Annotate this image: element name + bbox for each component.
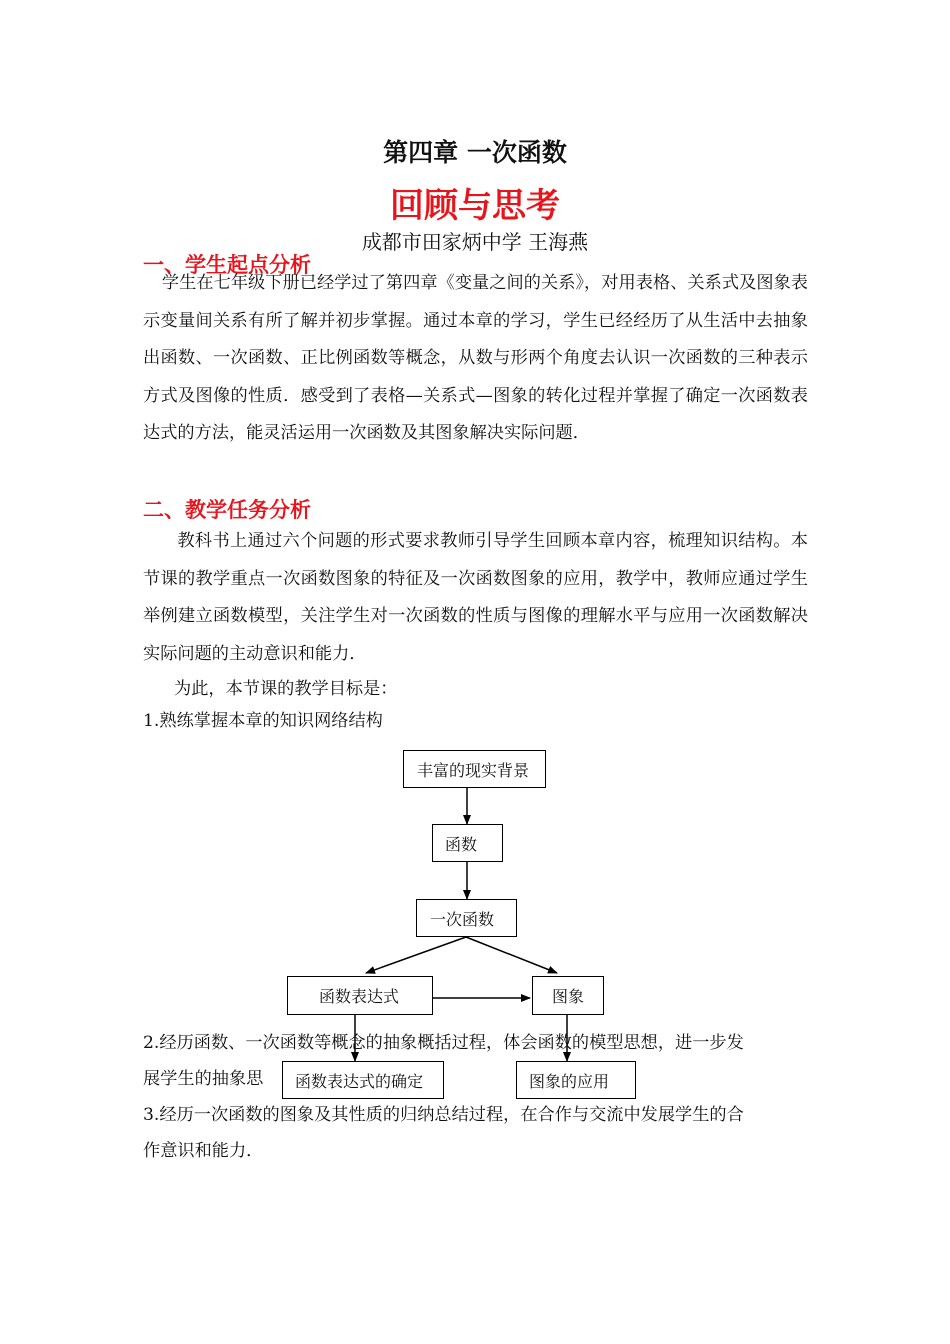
arrow-linear-to-expression	[366, 937, 466, 973]
goal-2-line-1: 2.经历函数、一次函数等概念的抽象概括过程，体会函数的模型思想，进一步发	[143, 1033, 744, 1053]
node-function: 函数	[432, 824, 503, 862]
section-heading-2: 二、教学任务分析	[143, 498, 311, 522]
goal-3-line-2: 作意识和能力．	[143, 1141, 264, 1161]
goals-intro: 为此，本节课的教学目标是：	[174, 679, 398, 699]
lesson-title: 回顾与思考	[390, 186, 560, 226]
goal-2-line-2: 展学生的抽象思	[143, 1069, 264, 1089]
node-graph-application: 图象的应用	[516, 1061, 636, 1099]
author-line: 成都市田家炳中学 王海燕	[361, 230, 589, 254]
node-real-background: 丰富的现实背景	[403, 750, 546, 788]
node-linear-function: 一次函数	[416, 899, 517, 937]
arrow-linear-to-graph	[466, 937, 557, 973]
node-expression-determination: 函数表达式的确定	[282, 1061, 444, 1099]
section-1-paragraph: 学生在七年级下册已经学过了第四章《变量之间的关系》，对用表格、关系式及图象表示变量间关系有所了解并初步掌握。通过本章的学习，学生已经经历了从生活中去抽象出函数、一次函数、正比例函数等概念，从数与形两个角度去认识一次函数的三种表示方式及图像的性质．感受到了表格—关系式—图象的转化过程并掌握了确定一次函数表达式的方法，能灵活运用一次函数及其图象解决实际问题．	[143, 273, 808, 443]
chapter-title: 第四章 一次函数	[383, 138, 567, 167]
section-2-paragraph: 教科书上通过六个问题的形式要求教师引导学生回顾本章内容，梳理知识结构。本节课的教学重点一次函数图象的特征及一次函数图象的应用，教学中，教师应通过学生举例建立函数模型，关注学生对一次函数的性质与图像的理解水平与应用一次函数解决实际问题的主动意识和能力．	[143, 531, 808, 664]
node-function-expression: 函数表达式	[287, 976, 433, 1015]
section-heading-1: 一、学生起点分析	[143, 253, 311, 277]
node-graph: 图象	[532, 976, 604, 1015]
goal-1: 1.熟练掌握本章的知识网络结构	[143, 711, 383, 731]
goal-3-line-1: 3.经历一次函数的图象及其性质的归纳总结过程，在合作与交流中发展学生的合	[143, 1105, 744, 1125]
